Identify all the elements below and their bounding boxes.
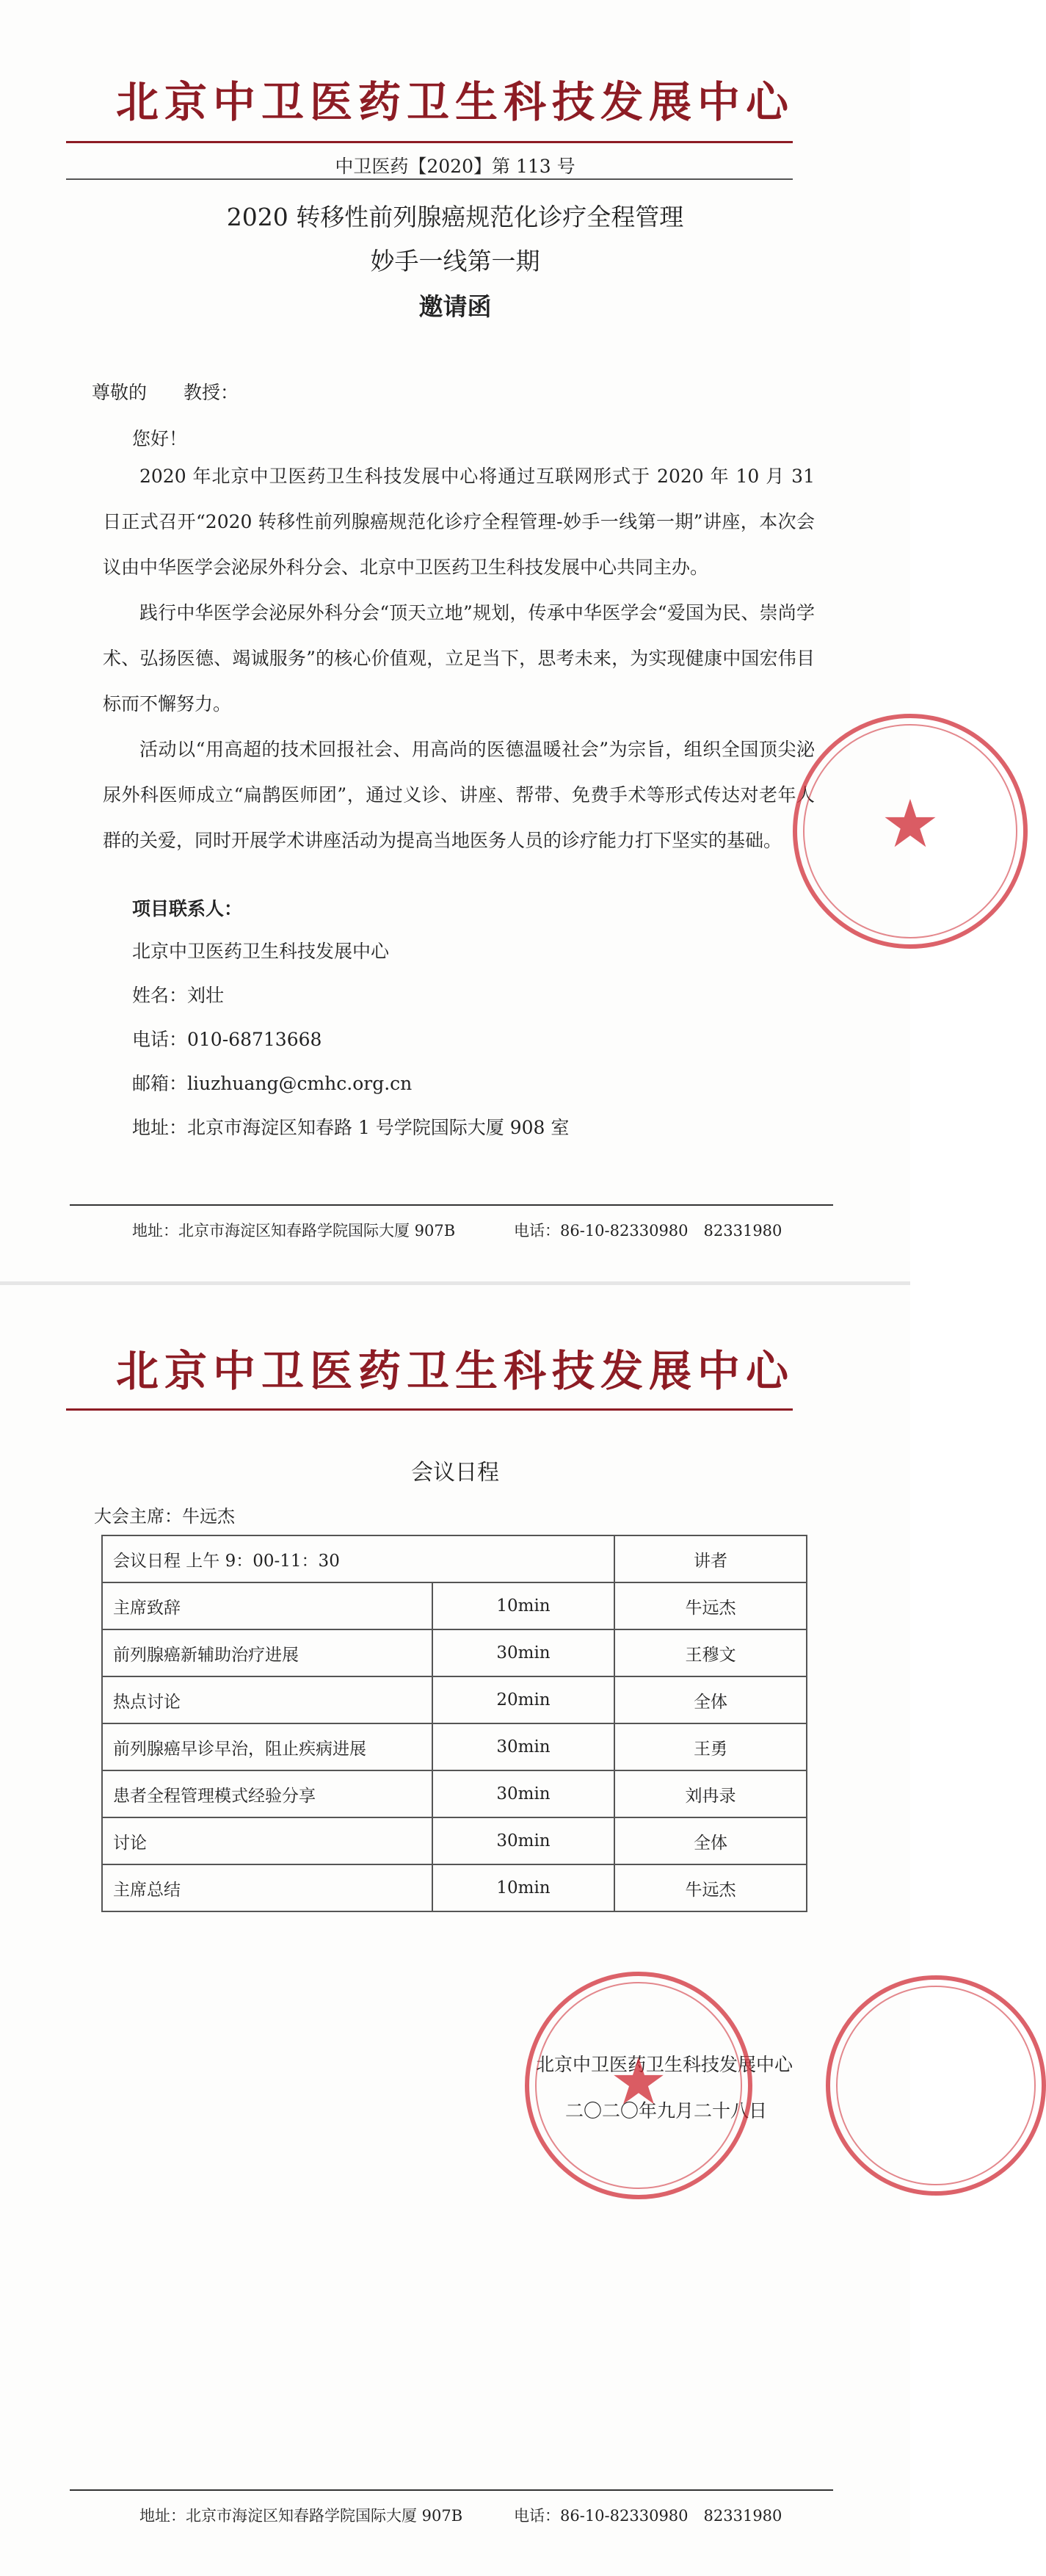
duration-cell: 10min [432, 1864, 614, 1911]
duration-cell: 20min [432, 1676, 614, 1723]
schedule-chair: 大会主席：牛远杰 [94, 1506, 235, 1527]
topic-cell: 热点讨论 [102, 1676, 432, 1723]
table-row [102, 1723, 807, 1770]
topic-cell: 患者全程管理模式经验分享 [102, 1770, 432, 1817]
speaker-cell: 牛远杰 [614, 1864, 807, 1911]
schedule-title: 会议日程 [411, 1460, 499, 1486]
page-1 [0, 0, 940, 1281]
document-number: 中卫医药【2020】第 113 号 [335, 156, 575, 177]
letterhead-title: 北京中卫医药卫生科技发展中心 [115, 77, 794, 127]
speaker-cell: 全体 [614, 1817, 807, 1864]
signature-date: 二〇二〇年九月二十八日 [565, 2100, 768, 2121]
greeting: 您好！ [132, 428, 188, 449]
letter-body [103, 454, 815, 864]
paragraph-3: 活动以“用高超的技术回报社会、用高尚的医德温暖社会”为宗旨，组织全国顶尖泌尿外科医师成立“扁鹊医师团”，通过义诊、讲座、帮带、免费手术等形式传达对老年人群的关爱，同时开展学术讲座活动为提高当地医务人员的诊疗能力打下坚实的基础。 [103, 739, 815, 851]
header-speaker-cell: 讲者 [614, 1535, 807, 1582]
official-seal-page2: ★ [525, 1972, 752, 2199]
speaker-cell: 王勇 [614, 1723, 807, 1770]
contact-email: 邮箱：liuzhuang@cmhc.org.cn [132, 1073, 413, 1094]
duration-cell: 10min [432, 1582, 614, 1629]
topic-cell: 前列腺癌新辅助治疗进展 [102, 1629, 432, 1676]
contact-heading: 项目联系人： [132, 898, 243, 919]
footer-phone-2: 电话：86-10-82330980 82331980 [514, 2507, 782, 2525]
table-row [102, 1582, 807, 1629]
official-seal-page1: ★ [793, 714, 1028, 949]
footer-rule [70, 1204, 833, 1206]
topic-cell: 讨论 [102, 1817, 432, 1864]
letterhead-rule [66, 141, 793, 143]
duration-cell: 30min [432, 1770, 614, 1817]
table-row [102, 1770, 807, 1817]
letterhead-rule-2 [66, 1408, 793, 1411]
footer-address-2: 地址：北京市海淀区知春路学院国际大厦 907B [139, 2507, 463, 2525]
table-row [102, 1676, 807, 1723]
doc-number-rule [66, 178, 793, 180]
paragraph-2: 践行中华医学会泌尿外科分会“顶天立地”规划，传承中华医学会“爱国为民、崇尚学术、弘扬医德、竭诚服务”的核心价值观，立足当下，思考未来，为实现健康中国宏伟目标而不懈努力。 [103, 602, 815, 714]
duration-cell: 30min [432, 1629, 614, 1676]
footer-phone: 电话：86-10-82330980 82331980 [514, 1222, 782, 1240]
contact-name: 姓名：刘壮 [132, 985, 225, 1006]
speaker-cell: 王穆文 [614, 1629, 807, 1676]
topic-cell: 主席总结 [102, 1864, 432, 1911]
duration-cell: 30min [432, 1817, 614, 1864]
topic-cell: 主席致辞 [102, 1582, 432, 1629]
footer-address: 地址：北京市海淀区知春路学院国际大厦 907B [132, 1222, 456, 1240]
duration-cell: 30min [432, 1723, 614, 1770]
header-schedule-cell: 会议日程 上午 9：00-11：30 [102, 1535, 614, 1582]
table-header-row [102, 1535, 807, 1582]
title-line-3: 邀请函 [418, 292, 492, 321]
table-row [102, 1629, 807, 1676]
title-line-1: 2020 转移性前列腺癌规范化诊疗全程管理 [226, 203, 684, 231]
table-row [102, 1817, 807, 1864]
speaker-cell: 全体 [614, 1676, 807, 1723]
table-row [102, 1864, 807, 1911]
contact-address: 地址：北京市海淀区知春路 1 号学院国际大厦 908 室 [132, 1117, 570, 1138]
speaker-cell: 刘冉录 [614, 1770, 807, 1817]
schedule-table [101, 1535, 807, 1912]
title-line-2: 妙手一线第一期 [370, 247, 540, 275]
official-seal-page2-edge [826, 1975, 1046, 2196]
paragraph-1: 2020 年北京中卫医药卫生科技发展中心将通过互联网形式于 2020 年 10 月 31 日正式召开“2020 转移性前列腺癌规范化诊疗全程管理-妙手一线第一期”讲座，本次会议由中华医学会泌尿外科分会、北京中卫医药卫生科技发展中心共同主办。 [103, 466, 815, 578]
contact-org: 北京中卫医药卫生科技发展中心 [132, 941, 390, 962]
topic-cell: 前列腺癌早诊早治，阻止疾病进展 [102, 1723, 432, 1770]
letterhead-title-2: 北京中卫医药卫生科技发展中心 [115, 1346, 794, 1396]
footer-rule-2 [70, 2489, 833, 2491]
page-2 [0, 1285, 910, 2576]
salutation: 尊敬的 教授： [92, 382, 239, 403]
contact-phone: 电话：010-68713668 [132, 1029, 322, 1050]
speaker-cell: 牛远杰 [614, 1582, 807, 1629]
signature-org: 北京中卫医药卫生科技发展中心 [536, 2054, 793, 2075]
